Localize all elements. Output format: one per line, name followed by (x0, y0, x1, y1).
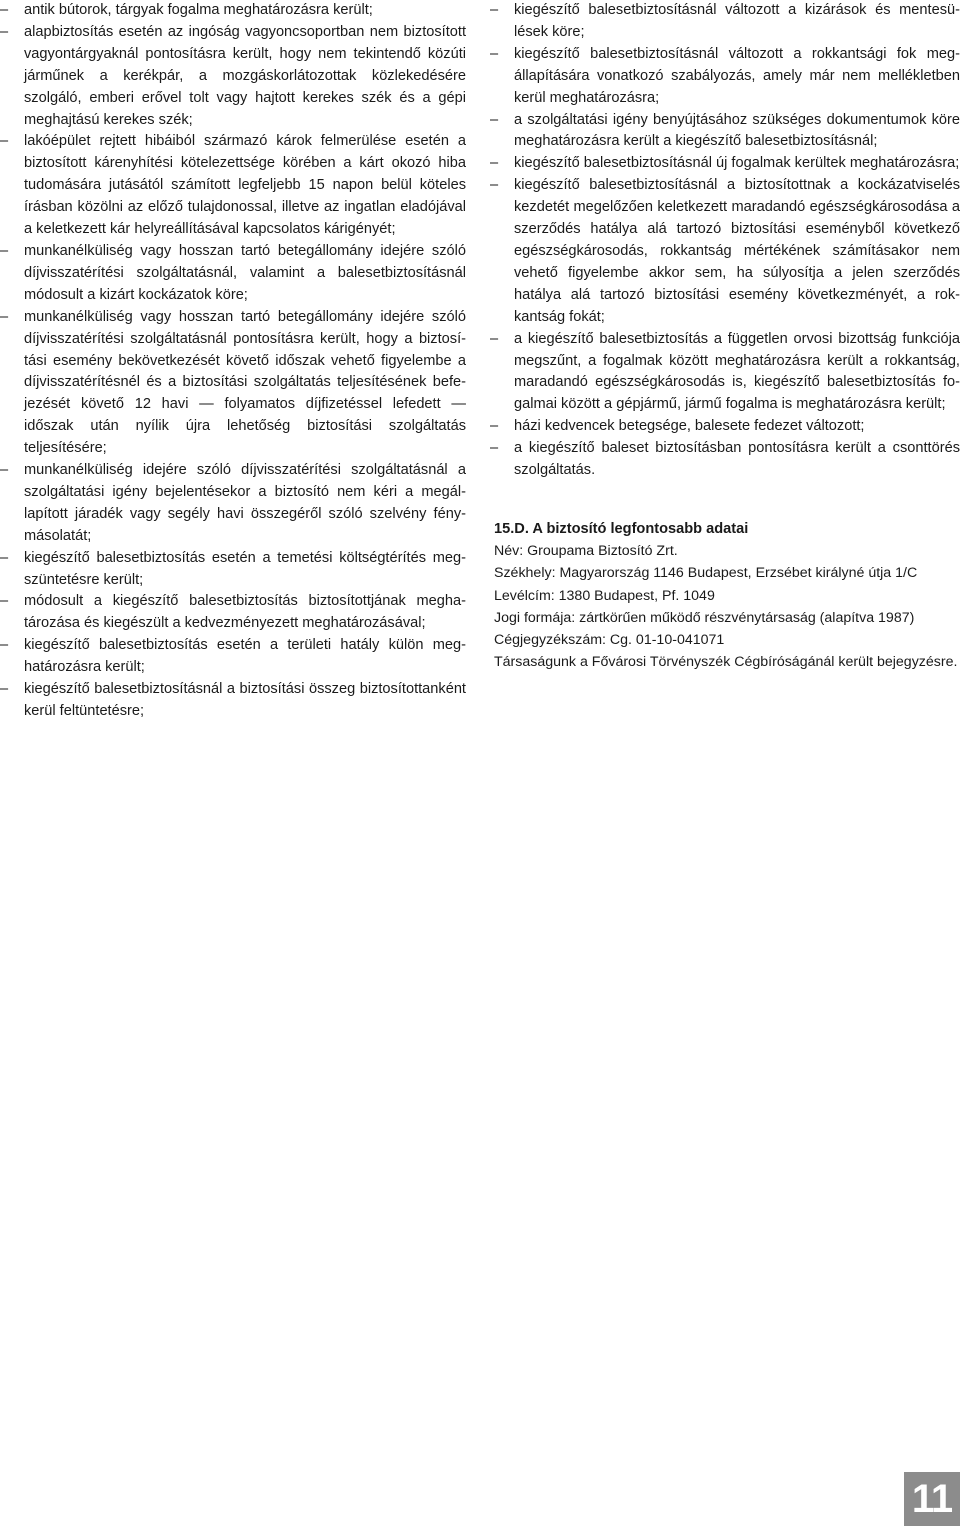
page-number: 11 (904, 1472, 960, 1526)
list-item-text: lakóépület rejtett hibáiból származó károk felmerülése esetén a biztosított kárenyhítési kötelezettsége körében a kárt okozó hiba tudomására jutásától számított legfeljebb 15 napon belül köteles írásban közölni az előző tulajdonossal, illetve az ingatlan eladójával a keletkezett kár helyreállításával kapcsolatos kárigényét; (24, 133, 466, 238)
list-item (0, 460, 466, 548)
list-item-text: alapbiztosítás esetén az ingóság vagyoncsoportban nem biztosított vagyontárgyaknál pontosításra került, hogy nem tekintendő közúti járműnek a kerékpár, a mozgáskorlátozottak közlekedésére szolgáló, emberi erővel tolt vagy hajtott kerekes szék és a gépi meghajtású kerekes szék; (24, 23, 466, 128)
list-item-text: a kiegészítő balesetbiztosítás a független orvosi bizottság funkciója megszűnt, a fogalmak között meghatározásra került a rokkantság, maradandó egészségkárosodás is, kiegészítő balesetbiztosítás fogalmai között a gépjármű, jármű fogalma is meghatározásra került; (514, 330, 960, 413)
right-bullet-list (490, 0, 960, 482)
list-item (490, 44, 960, 110)
list-item-text: kiegészítő balesetbiztosítás esetén a területi hatály külön meghatározásra került; (24, 637, 466, 676)
list-item (0, 0, 466, 22)
dash-marker: – (0, 462, 9, 479)
dash-marker: – (490, 111, 499, 128)
insurer-registration-number-line: Cégjegyzékszám: Cg. 01-10-041071 (494, 632, 725, 649)
list-item-text: kiegészítő balesetbiztosításnál új fogalmak kerültek meghatározásra; (514, 155, 960, 172)
dash-marker: – (0, 308, 9, 325)
list-item-text: antik bútorok, tárgyak fogalma meghatározásra került; (24, 2, 373, 18)
left-column (0, 0, 466, 723)
dash-marker: – (0, 593, 9, 610)
list-item (0, 131, 466, 241)
left-bullet-list (0, 0, 466, 723)
list-item-text: kiegészítő balesetbiztosításnál a biztosítási összeg biztosítottanként kerül feltüntetésre; (24, 681, 466, 719)
list-item-text: munkanélküliség vagy hosszan tartó betegállomány idejére szóló díjvisszatérítési szolgáltatásnál pontosításra került, hogy a biztosítási esemény bekövetkezését követő időszak vehető figyelembe a díjvisszatérítésnél és a biztosítási szolgáltatás teljesítésének befejezését követő 12 havi — folyamatos díjfizetéssel lefedett — időszak után nyílik újra lehetőség biztosítási szolgáltatás teljesítésére; (24, 308, 466, 457)
dash-marker: – (0, 242, 9, 259)
list-item-text: kiegészítő balesetbiztosításnál a biztosítottnak a kockázatviselés kezdetét megelőzően keletkezett maradandó egészségkárosodása a szerződés hatálya alá tartozó biztosítási eseményből következő egészségkárosodás, rokkantság mértékének számításakor nem vehető figyelembe akkor sem, ha súlyosítja a jelen szerződés hatálya alá tartozó biztosítási esemény következményét, a rokkantság fokát; (514, 177, 960, 325)
list-item (490, 153, 960, 175)
dash-marker: – (490, 418, 499, 435)
dash-marker: – (490, 155, 499, 172)
dash-marker: – (490, 2, 499, 18)
list-item-text: kiegészítő balesetbiztosítás esetén a temetési költségtérítés megszüntetésre került; (24, 549, 466, 588)
list-item (0, 241, 466, 307)
list-item (0, 548, 466, 592)
list-item-text: munkanélküliség idejére szóló díjvisszatérítési szolgáltatásnál a szolgáltatási igény bejelentésekor a biztosító nem kéri a megállapított járadék vagy segély havi összegéről szóló szelvény fénymásolatát; (24, 462, 466, 544)
insurer-legal-form-line: Jogi formája: zártkörűen működő részvénytársaság (alapítva 1987) (494, 609, 915, 626)
list-item (490, 329, 960, 417)
list-item-text: a szolgáltatási igény benyújtásához szükséges dokumentumok köre meghatározásra került a kiegészítő balesetbiztosításnál; (514, 111, 960, 150)
right-column (490, 0, 960, 674)
dash-marker: – (490, 440, 499, 457)
dash-marker: – (0, 681, 9, 698)
list-item-text: kiegészítő balesetbiztosításnál változott a rokkantsági fok megállapítására vonatkozó szabályozás, amely már nem mellékletben kerül meghatározásra; (514, 45, 960, 106)
list-item-text: módosult a kiegészítő balesetbiztosítás biztosítottjának meghatározása és kiegészült a kedvezményezett meghatározásával; (24, 593, 466, 632)
list-item (0, 22, 466, 132)
list-item (0, 307, 466, 460)
insurer-name-line: Név: Groupama Biztosító Zrt. (494, 542, 678, 559)
list-item (0, 635, 466, 679)
list-item (0, 591, 466, 635)
dash-marker: – (490, 177, 499, 194)
dash-marker: – (0, 549, 9, 566)
list-item (490, 110, 960, 154)
insurer-seat-line: Székhely: Magyarország 1146 Budapest, Erzsébet királyné útja 1/C (494, 565, 918, 582)
dash-marker: – (0, 2, 9, 18)
dash-marker: – (0, 23, 9, 40)
list-item-text: munkanélküliség vagy hosszan tartó betegállomány idejére szóló díjvisszatérítési szolgáltatásnál, valamint a balesetbiztosításnál módosult a kizárt kockázatok köre; (24, 242, 466, 303)
list-item-text: házi kedvencek betegsége, balesete fedezet változott; (514, 418, 865, 435)
dash-marker: – (490, 330, 499, 347)
insurer-mail-address-line: Levélcím: 1380 Budapest, Pf. 1049 (494, 587, 715, 604)
list-item-text: a kiegészítő baleset biztosításban pontosításra került a csonttörés szolgáltatás. (514, 440, 960, 479)
insurer-court-registration-line: Társaságunk a Fővárosi Törvényszék Cégbíróságánál került bejegyzésre. (494, 654, 958, 671)
list-item (490, 175, 960, 328)
list-item (0, 679, 466, 723)
list-item (490, 438, 960, 482)
list-item (490, 416, 960, 438)
dash-marker: – (0, 637, 9, 654)
dash-marker: – (0, 133, 9, 150)
list-item-text: kiegészítő balesetbiztosításnál változott a kizárások és mentesülések köre; (514, 2, 960, 40)
dash-marker: – (490, 45, 499, 62)
list-item (490, 0, 960, 44)
section-heading-insurer-data: 15.D. A biztosító legfontosabb adatai (494, 520, 749, 537)
